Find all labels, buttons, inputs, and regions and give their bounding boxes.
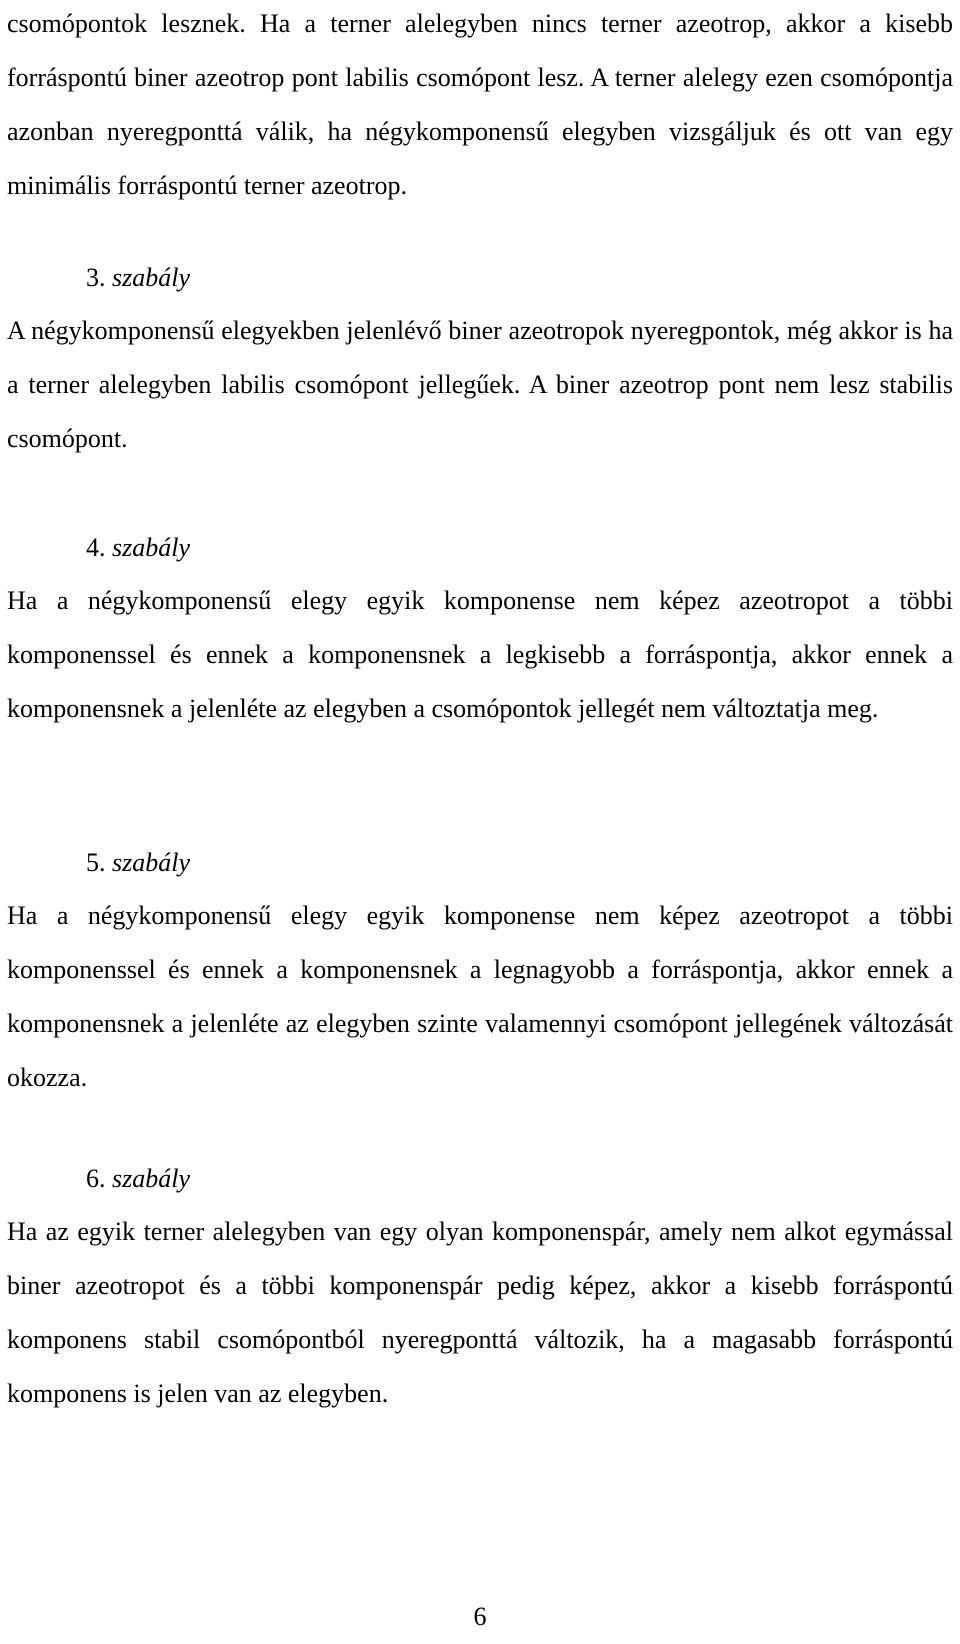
rule-3-paragraph: A négykomponensű elegyekben jelenlévő biner azeotropok nyeregpontok, még akkor is ha a terner alelegyben labilis csomópont jellegűek. A biner azeotrop pont nem lesz stabilis csomópont.: [7, 316, 953, 453]
rule-6-label: szabály: [112, 1164, 190, 1193]
rule-3-label: szabály: [112, 263, 190, 292]
rule-3-heading: [86, 251, 190, 305]
rule-6-heading: [86, 1152, 190, 1206]
rule-6-paragraph: Ha az egyik terner alelegyben van egy olyan komponenspár, amely nem alkot egymással biner azeotropot és a többi komponenspár pedig képez, akkor a kisebb forráspontú komponens stabil csomópontból nyeregponttá változik, ha a magasabb forráspontú komponens is jelen van az elegyben.: [7, 1217, 953, 1408]
rule-4-heading: [86, 521, 190, 575]
rule-3-number: 3.: [86, 263, 106, 292]
rule-4-number: 4.: [86, 533, 106, 562]
intro-paragraph: csomópontok lesznek. Ha a terner alelegyben nincs terner azeotrop, akkor a kisebb forráspontú biner azeotrop pont labilis csomópont lesz. A terner alelegy ezen csomópontja azonban nyeregponttá válik, ha négykomponensű elegyben vizsgáljuk és ott van egy minimális forráspontú terner azeotrop.: [7, 9, 953, 200]
rule-4-label: szabály: [112, 533, 190, 562]
rule-5-paragraph: Ha a négykomponensű elegy egyik komponense nem képez azeotropot a többi komponenssel és ennek a komponensnek a legnagyobb a forráspontja, akkor ennek a komponensnek a jelenléte az elegyben szinte valamennyi csomópont jellegének változását okozza.: [7, 901, 953, 1092]
rule-5-label: szabály: [112, 848, 190, 877]
rule-4-paragraph: Ha a négykomponensű elegy egyik komponense nem képez azeotropot a többi komponenssel és ennek a komponensnek a legkisebb a forráspontja, akkor ennek a komponensnek a jelenléte az elegyben a csomópontok jellegét nem változtatja meg.: [7, 586, 953, 723]
page-number: 6: [473, 1602, 487, 1631]
rule-5-number: 5.: [86, 848, 106, 877]
rule-5-heading: [86, 836, 190, 890]
rule-6-number: 6.: [86, 1164, 106, 1193]
